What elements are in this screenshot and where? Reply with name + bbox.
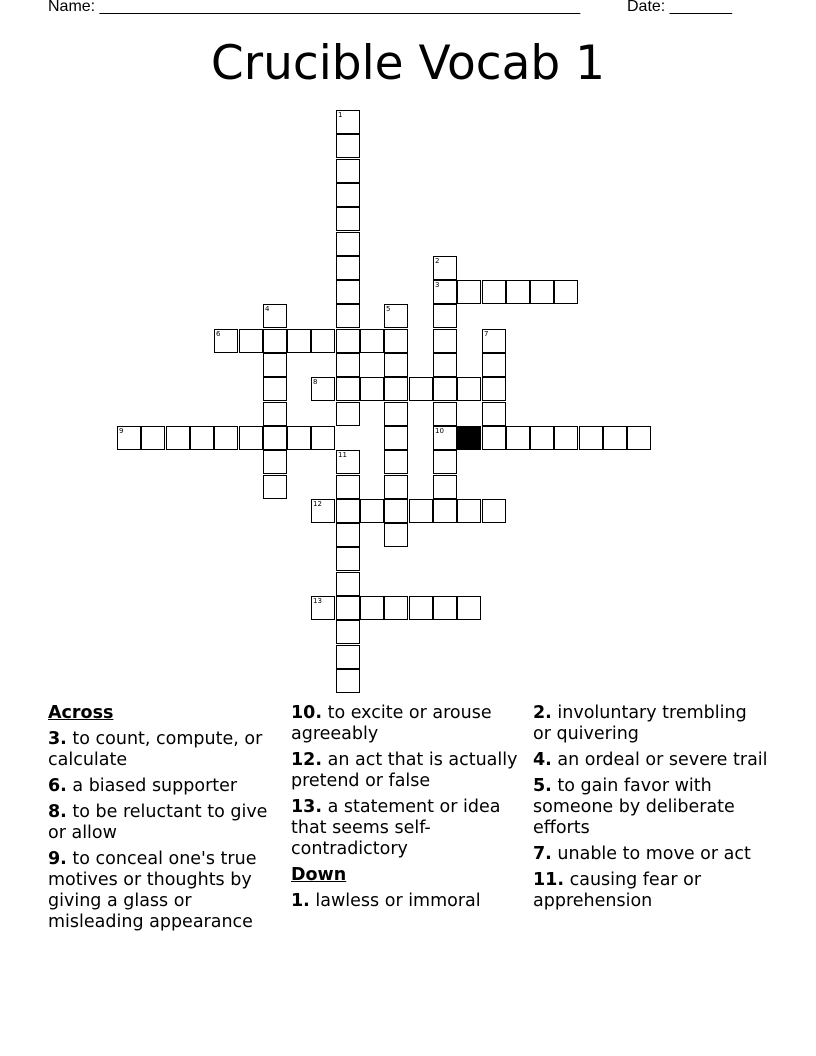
- grid-cell[interactable]: [384, 402, 408, 426]
- grid-cell[interactable]: [409, 499, 433, 523]
- grid-cell[interactable]: [433, 304, 457, 328]
- grid-cell[interactable]: [384, 329, 408, 353]
- grid-cell[interactable]: [263, 329, 287, 353]
- grid-cell[interactable]: [384, 450, 408, 474]
- clue-number: 11.: [533, 870, 565, 890]
- grid-cell[interactable]: [603, 426, 627, 450]
- clue-text: to be reluctant to give or allow: [48, 802, 268, 843]
- grid-cell[interactable]: [336, 207, 360, 231]
- clue-text: to excite or arouse agreeably: [291, 703, 492, 744]
- grid-cell[interactable]: [336, 669, 360, 693]
- clue-text: causing fear or apprehension: [533, 870, 702, 911]
- clue-across-12: [291, 750, 531, 792]
- grid-cell[interactable]: [433, 475, 457, 499]
- clue-column-2: [291, 703, 531, 917]
- grid-cell[interactable]: [554, 280, 578, 304]
- clue-down-11: [533, 870, 768, 912]
- clue-number-label: 13: [313, 597, 322, 605]
- clue-down-4: [533, 750, 768, 771]
- clue-text: an act that is actually pretend or false: [291, 750, 518, 791]
- grid-cell[interactable]: [311, 499, 335, 523]
- grid-cell[interactable]: [311, 377, 335, 401]
- grid-cell[interactable]: [311, 596, 335, 620]
- name-label: Name:: [48, 0, 100, 15]
- grid-cell[interactable]: [409, 596, 433, 620]
- clue-number-label: 10: [435, 427, 444, 435]
- grid-cell[interactable]: [433, 256, 457, 280]
- clue-number: 8.: [48, 802, 67, 822]
- grid-cell[interactable]: [384, 304, 408, 328]
- grid-cell[interactable]: [384, 426, 408, 450]
- clue-number: 7.: [533, 844, 552, 864]
- grid-cell[interactable]: [433, 499, 457, 523]
- grid-cell[interactable]: [482, 426, 506, 450]
- clue-number-label: 7: [484, 330, 489, 338]
- grid-cell[interactable]: [482, 353, 506, 377]
- clue-down-7: [533, 844, 768, 865]
- grid-cell[interactable]: [360, 596, 384, 620]
- grid-cell[interactable]: [336, 159, 360, 183]
- grid-cell[interactable]: [457, 499, 481, 523]
- grid-cell[interactable]: [336, 353, 360, 377]
- grid-cell[interactable]: [433, 353, 457, 377]
- grid-cell[interactable]: [311, 329, 335, 353]
- name-line[interactable]: ______________________________________________________: [99, 0, 581, 15]
- grid-cell[interactable]: [190, 426, 214, 450]
- grid-cell[interactable]: [287, 329, 311, 353]
- clue-number-label: 3: [435, 281, 440, 289]
- clue-across-3: [48, 729, 288, 771]
- grid-cell[interactable]: [384, 523, 408, 547]
- grid-cell[interactable]: [336, 232, 360, 256]
- grid-cell[interactable]: [433, 377, 457, 401]
- grid-cell[interactable]: [336, 183, 360, 207]
- grid-cell[interactable]: [239, 329, 263, 353]
- clue-text: unable to move or act: [557, 844, 751, 864]
- clue-across-8: [48, 802, 288, 844]
- grid-cell[interactable]: [554, 426, 578, 450]
- clue-text: involuntary trembling or quivering: [533, 703, 747, 744]
- grid-cell[interactable]: [263, 475, 287, 499]
- across-heading: Across: [48, 703, 114, 723]
- grid-cell[interactable]: [433, 329, 457, 353]
- grid-cell[interactable]: [336, 256, 360, 280]
- grid-cell[interactable]: [336, 450, 360, 474]
- clue-text: lawless or immoral: [315, 891, 481, 911]
- grid-cell[interactable]: [263, 402, 287, 426]
- down-heading: Down: [291, 865, 347, 885]
- grid-cell[interactable]: [239, 426, 263, 450]
- grid-cell[interactable]: [336, 134, 360, 158]
- clue-number: 1.: [291, 891, 310, 911]
- clue-column-1: [48, 703, 288, 938]
- grid-cell[interactable]: [384, 596, 408, 620]
- grid-cell[interactable]: [530, 426, 554, 450]
- grid-cell[interactable]: [311, 426, 335, 450]
- clue-number: 4.: [533, 750, 552, 770]
- grid-cell[interactable]: [457, 280, 481, 304]
- grid-cell[interactable]: [336, 402, 360, 426]
- grid-cell[interactable]: [263, 304, 287, 328]
- grid-cell[interactable]: [336, 572, 360, 596]
- clue-down-2: [533, 703, 768, 745]
- clue-number-label: 1: [338, 111, 343, 119]
- clue-across-13: [291, 797, 531, 860]
- grid-cell[interactable]: [506, 426, 530, 450]
- clue-number: 5.: [533, 776, 552, 796]
- page-title: Crucible Vocab 1: [210, 36, 606, 91]
- clue-number: 13.: [291, 797, 323, 817]
- clue-column-3: [533, 703, 768, 917]
- black-square: [457, 426, 481, 450]
- grid-cell[interactable]: [433, 426, 457, 450]
- clue-down-5: [533, 776, 768, 839]
- grid-cell[interactable]: [482, 377, 506, 401]
- grid-cell[interactable]: [506, 280, 530, 304]
- grid-cell[interactable]: [336, 499, 360, 523]
- grid-cell[interactable]: [360, 377, 384, 401]
- grid-cell[interactable]: [433, 596, 457, 620]
- clue-number-label: 8: [313, 378, 318, 386]
- clue-number-label: 5: [386, 305, 391, 313]
- grid-cell[interactable]: [482, 280, 506, 304]
- grid-cell[interactable]: [336, 645, 360, 669]
- clue-text: to conceal one's true motives or thoughts by giving a glass or misleading appearance: [48, 849, 257, 932]
- clue-number: 10.: [291, 703, 323, 723]
- clue-text: an ordeal or severe trail: [557, 750, 768, 770]
- clue-number-label: 9: [119, 427, 124, 435]
- grid-cell[interactable]: [336, 377, 360, 401]
- grid-cell[interactable]: [214, 426, 238, 450]
- grid-cell[interactable]: [263, 426, 287, 450]
- grid-cell[interactable]: [287, 426, 311, 450]
- clue-number-label: 12: [313, 500, 322, 508]
- clue-across-9: [48, 849, 288, 933]
- clue-number-label: 6: [216, 330, 221, 338]
- date-line[interactable]: _______: [669, 0, 732, 15]
- clue-across-10: [291, 703, 531, 745]
- clue-number: 2.: [533, 703, 552, 723]
- grid-cell[interactable]: [627, 426, 651, 450]
- grid-cell[interactable]: [141, 426, 165, 450]
- grid-cell[interactable]: [384, 499, 408, 523]
- grid-cell[interactable]: [530, 280, 554, 304]
- grid-cell[interactable]: [360, 329, 384, 353]
- grid-cell[interactable]: [263, 377, 287, 401]
- grid-cell[interactable]: [433, 280, 457, 304]
- grid-cell[interactable]: [579, 426, 603, 450]
- clue-number: 6.: [48, 776, 67, 796]
- clue-number: 12.: [291, 750, 323, 770]
- grid-cell[interactable]: [360, 499, 384, 523]
- grid-cell[interactable]: [166, 426, 190, 450]
- grid-cell[interactable]: [482, 402, 506, 426]
- clue-text: to count, compute, or calculate: [48, 729, 263, 770]
- grid-cell[interactable]: [214, 329, 238, 353]
- grid-cell[interactable]: [384, 353, 408, 377]
- grid-cell[interactable]: [384, 377, 408, 401]
- grid-cell[interactable]: [433, 402, 457, 426]
- grid-cell[interactable]: [336, 620, 360, 644]
- clue-text: a biased supporter: [72, 776, 238, 796]
- date-label: Date:: [627, 0, 670, 15]
- grid-cell[interactable]: [457, 377, 481, 401]
- grid-cell[interactable]: [457, 596, 481, 620]
- grid-cell[interactable]: [336, 523, 360, 547]
- grid-cell[interactable]: [482, 329, 506, 353]
- clue-text: to gain favor with someone by deliberate efforts: [533, 776, 735, 838]
- grid-cell[interactable]: [433, 450, 457, 474]
- grid-cell[interactable]: [409, 377, 433, 401]
- grid-cell[interactable]: [263, 450, 287, 474]
- grid-cell[interactable]: [336, 596, 360, 620]
- clue-across-6: [48, 776, 288, 797]
- grid-cell[interactable]: [117, 426, 141, 450]
- clue-number-label: 2: [435, 257, 440, 265]
- grid-cell[interactable]: [336, 304, 360, 328]
- grid-cell[interactable]: [263, 353, 287, 377]
- grid-cell[interactable]: [482, 499, 506, 523]
- clue-down-1: [291, 891, 531, 912]
- clue-text: a statement or idea that seems self-contradictory: [291, 797, 501, 859]
- clue-number-label: 4: [265, 305, 270, 313]
- clue-number: 9.: [48, 849, 67, 869]
- grid-cell[interactable]: [336, 280, 360, 304]
- grid-cell[interactable]: [384, 475, 408, 499]
- grid-cell[interactable]: [336, 110, 360, 134]
- clue-number: 3.: [48, 729, 67, 749]
- clue-number-label: 11: [338, 451, 347, 459]
- grid-cell[interactable]: [336, 547, 360, 571]
- grid-cell[interactable]: [336, 329, 360, 353]
- grid-cell[interactable]: [336, 475, 360, 499]
